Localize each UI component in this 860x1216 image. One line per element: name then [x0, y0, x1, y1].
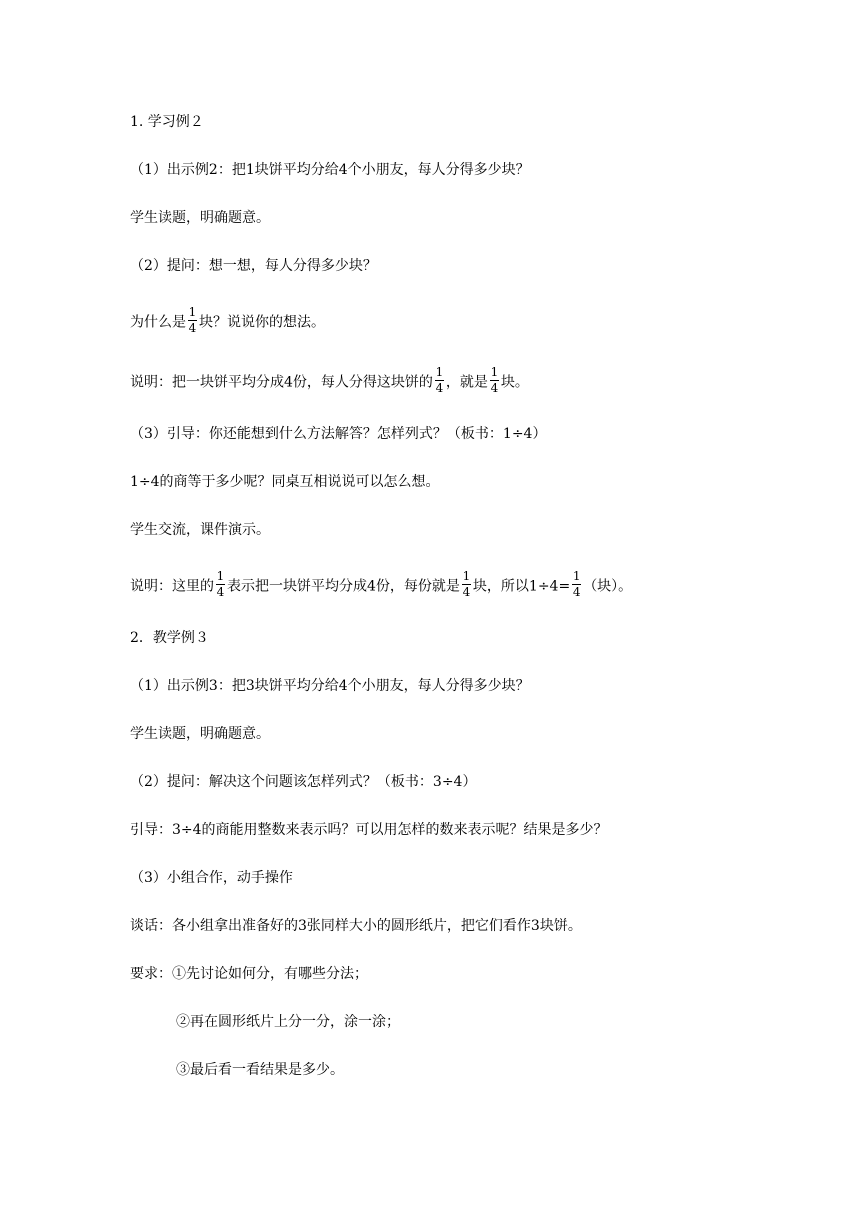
- fraction-numerator: 1: [490, 365, 499, 379]
- paragraph: [130, 868, 293, 888]
- section-heading-2: [130, 628, 209, 648]
- text: （块）。: [583, 578, 633, 595]
- paragraph: [130, 160, 530, 180]
- text: 说明：把一块饼平均分成4份，每人分得这块饼的: [130, 374, 433, 391]
- fraction-denominator: 4: [216, 585, 225, 599]
- text: （1）出示例2：把1块饼平均分给4个小朋友，每人分得多少块？: [130, 162, 530, 178]
- fraction-denominator: 4: [572, 585, 581, 599]
- fraction: [572, 570, 581, 599]
- paragraph: [130, 208, 270, 228]
- text: 表示把一块饼平均分成4份，每份就是: [227, 578, 460, 595]
- section-heading-1: [130, 112, 204, 132]
- text: 块，所以1÷4=: [472, 578, 571, 595]
- text: ，就是: [445, 374, 488, 391]
- text: 要求：①先讨论如何分，有哪些分法；: [130, 966, 368, 982]
- paragraph: [130, 365, 529, 395]
- fraction-numerator: 1: [216, 569, 225, 583]
- fraction-numerator: 1: [435, 365, 444, 379]
- text: 块？说说你的想法。: [199, 314, 325, 331]
- paragraph: [130, 520, 270, 540]
- text: ②再在圆形纸片上分一分，涂一涂；: [176, 1014, 400, 1030]
- text: 块。: [500, 374, 529, 391]
- paragraph: [130, 676, 530, 696]
- text: （1）出示例3：把3块饼平均分给4个小朋友，每人分得多少块？: [130, 678, 530, 694]
- text: 学生交流，课件演示。: [130, 522, 270, 538]
- paragraph: [130, 964, 368, 984]
- paragraph: [130, 569, 633, 599]
- text: 说明：这里的: [130, 578, 214, 595]
- text: ③最后看一看结果是多少。: [176, 1062, 344, 1078]
- text: （2）提问：想一想，每人分得多少块？: [130, 258, 377, 274]
- paragraph: [130, 472, 440, 492]
- paragraph: [176, 1012, 400, 1032]
- paragraph: [130, 256, 377, 276]
- fraction: [216, 570, 225, 599]
- text: 引导：3÷4的商能用整数来表示吗？可以用怎样的数来表示呢？结果是多少？: [130, 822, 608, 838]
- text: 1. 学习例２: [130, 114, 204, 130]
- text: 谈话：各小组拿出准备好的3张同样大小的圆形纸片，把它们看作3块饼。: [130, 918, 582, 934]
- paragraph: [130, 305, 325, 335]
- text: 2．教学例３: [130, 630, 209, 646]
- text: 学生读题，明确题意。: [130, 210, 270, 226]
- fraction: [462, 570, 471, 599]
- paragraph: [130, 724, 270, 744]
- fraction: [490, 366, 499, 395]
- text: （3）引导：你还能想到什么方法解答？怎样列式？（板书：1÷4）: [130, 426, 547, 442]
- text: （3）小组合作，动手操作: [130, 870, 293, 886]
- fraction-denominator: 4: [490, 381, 499, 395]
- text: 学生读题，明确题意。: [130, 726, 270, 742]
- text: 为什么是: [130, 314, 186, 331]
- paragraph: [130, 916, 582, 936]
- fraction: [435, 366, 444, 395]
- paragraph: [130, 820, 608, 840]
- fraction-numerator: 1: [572, 569, 581, 583]
- text: 1÷4的商等于多少呢？同桌互相说说可以怎么想。: [130, 474, 440, 490]
- fraction: [188, 306, 197, 335]
- paragraph: [130, 424, 546, 444]
- fraction-denominator: 4: [188, 321, 197, 335]
- fraction-numerator: 1: [462, 569, 471, 583]
- paragraph: [176, 1060, 344, 1080]
- fraction-denominator: 4: [435, 381, 444, 395]
- text: （2）提问：解决这个问题该怎样列式？（板书：3÷4）: [130, 774, 477, 790]
- paragraph: [130, 772, 476, 792]
- fraction-denominator: 4: [462, 585, 471, 599]
- fraction-numerator: 1: [188, 305, 197, 319]
